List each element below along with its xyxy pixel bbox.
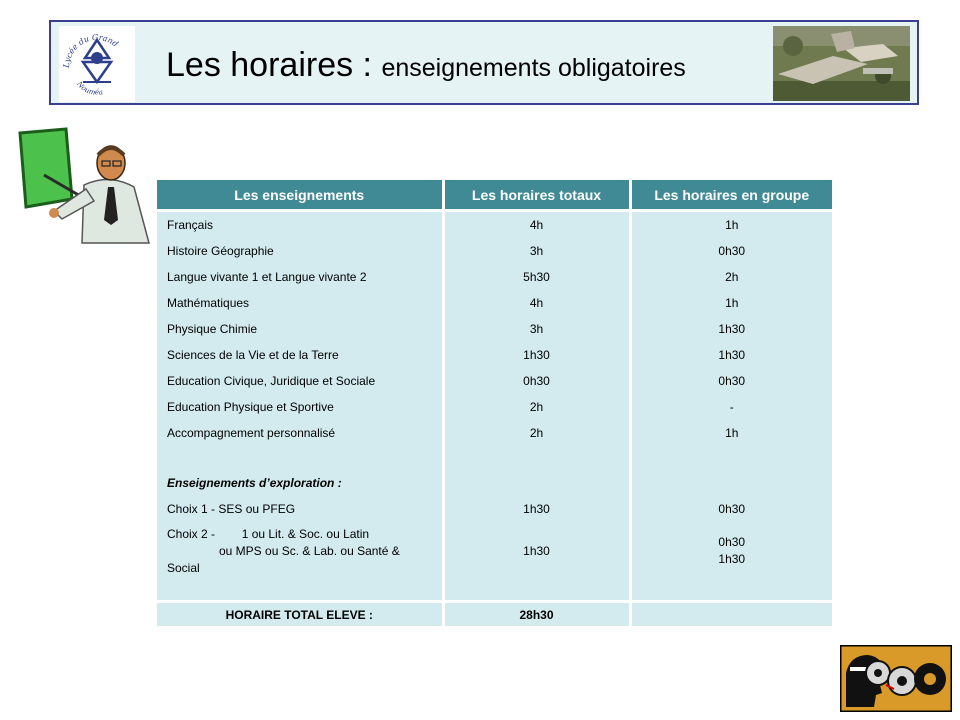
schedule-table — [157, 180, 832, 626]
total-hours-cell: 1h30 — [443, 342, 630, 368]
total-hours-cell: 5h30 — [443, 264, 630, 290]
teacher-illustration — [14, 125, 154, 245]
choice2-group-line2: 1h30 — [718, 552, 746, 566]
choice2-line3: Social — [167, 560, 200, 575]
exploration-heading: Enseignements d’exploration : — [157, 470, 443, 496]
group-hours-cell: 1h — [630, 290, 832, 316]
table-row — [157, 211, 832, 239]
total-hours-cell: 3h — [443, 316, 630, 342]
choice2-group-line1: 0h30 — [718, 535, 746, 549]
choice2-row — [157, 522, 832, 580]
title-sub: enseignements obligatoires — [381, 54, 686, 82]
group-hours-cell: 1h30 — [630, 316, 832, 342]
table-row — [157, 420, 832, 446]
subject-cell: Histoire Géographie — [157, 238, 443, 264]
group-hours-cell: - — [630, 394, 832, 420]
total-group — [630, 602, 832, 627]
total-hours-cell: 3h — [443, 238, 630, 264]
total-hours-cell: 4h — [443, 290, 630, 316]
choice2-label — [157, 522, 443, 580]
subject-cell: Education Civique, Juridique et Sociale — [157, 368, 443, 394]
page-title — [166, 46, 686, 85]
choice2-total: 1h30 — [443, 522, 630, 580]
table-header-row — [157, 180, 832, 211]
table-row — [157, 316, 832, 342]
choice2-group — [630, 522, 832, 580]
total-value: 28h30 — [443, 602, 630, 627]
subject-cell: Mathématiques — [157, 290, 443, 316]
spacer-row — [157, 446, 832, 470]
table-row — [157, 368, 832, 394]
choice2-line1: Choix 2 - 1 ou Lit. & Soc. ou Latin — [167, 526, 370, 541]
table-row — [157, 264, 832, 290]
subject-cell: Français — [157, 211, 443, 239]
group-hours-cell: 1h30 — [630, 342, 832, 368]
logo-text-top: Lycée du Grand — [61, 32, 120, 69]
table-row — [157, 394, 832, 420]
choice2-line2: ou MPS ou Sc. & Lab. ou Santé & — [219, 543, 400, 558]
group-hours-cell: 0h30 — [630, 368, 832, 394]
title-main: Les horaires : — [166, 46, 382, 84]
header-banner — [49, 20, 919, 105]
logo-text-bottom: Nouméa — [75, 80, 104, 97]
group-hours-cell: 1h — [630, 211, 832, 239]
group-hours-cell: 0h30 — [630, 238, 832, 264]
choice1-group: 0h30 — [630, 496, 832, 522]
exploration-heading-row — [157, 470, 832, 496]
subject-cell: Accompagnement personnalisé — [157, 420, 443, 446]
subject-cell: Langue vivante 1 et Langue vivante 2 — [157, 264, 443, 290]
total-hours-cell: 4h — [443, 211, 630, 239]
school-aerial-photo — [773, 26, 910, 101]
table-row — [157, 342, 832, 368]
table-row — [157, 290, 832, 316]
school-logo — [59, 26, 135, 102]
total-row — [157, 602, 832, 627]
col-header-subjects: Les enseignements — [157, 180, 443, 211]
subject-cell: Sciences de la Vie et de la Terre — [157, 342, 443, 368]
col-header-total-hours: Les horaires totaux — [443, 180, 630, 211]
gears-icon — [840, 645, 952, 712]
group-hours-cell: 2h — [630, 264, 832, 290]
group-hours-cell: 1h — [630, 420, 832, 446]
choice1-label: Choix 1 - SES ou PFEG — [157, 496, 443, 522]
choice1-row — [157, 496, 832, 522]
subject-cell: Education Physique et Sportive — [157, 394, 443, 420]
spacer-row — [157, 580, 832, 602]
table-row — [157, 238, 832, 264]
total-label: HORAIRE TOTAL ELEVE : — [157, 602, 443, 627]
subject-cell: Physique Chimie — [157, 316, 443, 342]
choice1-total: 1h30 — [443, 496, 630, 522]
total-hours-cell: 2h — [443, 394, 630, 420]
col-header-group-hours: Les horaires en groupe — [630, 180, 832, 211]
total-hours-cell: 2h — [443, 420, 630, 446]
total-hours-cell: 0h30 — [443, 368, 630, 394]
